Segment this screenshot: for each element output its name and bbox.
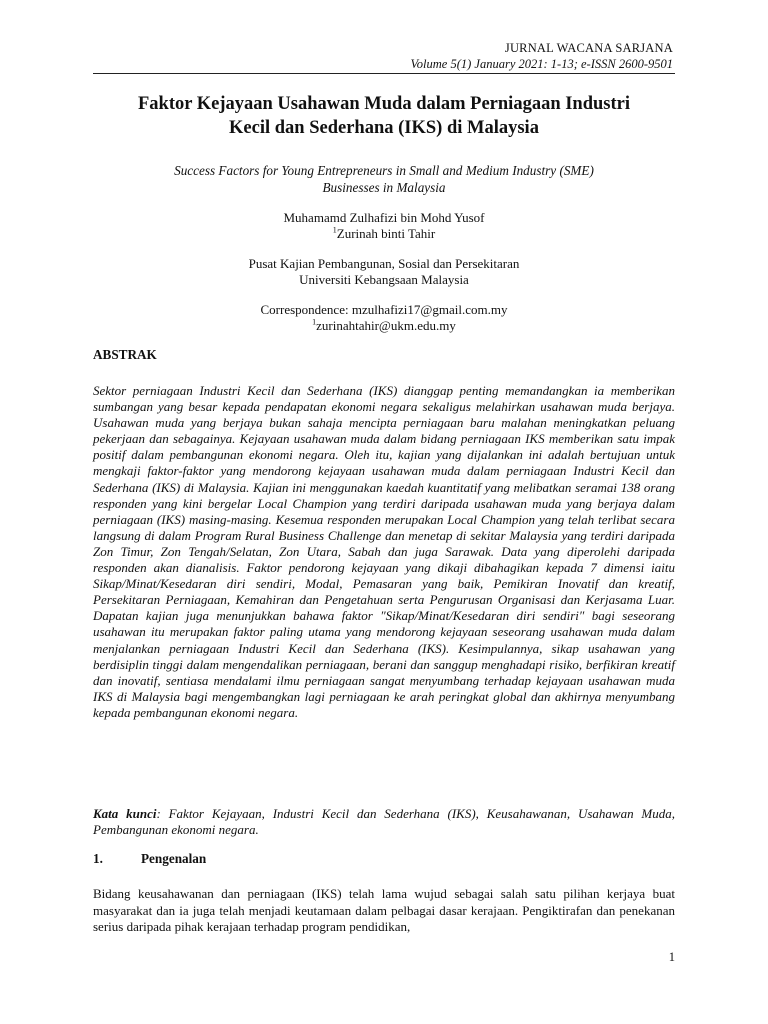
- paper-subtitle-line-1: Success Factors for Young Entrepreneurs in Small and Medium Industry (SME): [174, 163, 594, 178]
- paper-subtitle-line-2: Businesses in Malaysia: [322, 180, 446, 195]
- author-2-name: Zurinah binti Tahir: [336, 226, 436, 241]
- page-number: 1: [668, 950, 675, 964]
- keywords-text: : Faktor Kejayaan, Industri Kecil dan Sederhana (IKS), Keusahawanan, Usahawan Muda, Pembangunan ekonomi negara.: [93, 806, 675, 838]
- correspondence-email-2: [93, 318, 675, 334]
- section-title: Pengenalan: [141, 851, 207, 866]
- introduction-body: Bidang keusahawanan dan perniagaan (IKS) telah lama wujud sebagai salah satu pilihan kerjaya buat masyarakat dan ia juga telah menjadi keutamaan dalam pelbagai dasar kerajaan. Pengiktirafan dan penekanan serius daripada pihak kerajaan terhadap program pendidikan,: [93, 886, 675, 934]
- affiliation-line-2: Universiti Kebangsaan Malaysia: [299, 272, 469, 287]
- author-2: [93, 226, 675, 242]
- paper-subtitle: [110, 162, 658, 196]
- paper-title-line-2: Kecil dan Sederhana (IKS) di Malaysia: [229, 118, 539, 138]
- paper-title-line-1: Faktor Kejayaan Usahawan Muda dalam Perniagaan Industri: [137, 94, 631, 114]
- journal-name: JURNAL WACANA SARJANA: [504, 41, 673, 55]
- correspondence-superscript: 1: [312, 317, 317, 327]
- keywords-label: Kata kunci: [93, 806, 157, 821]
- running-header: [411, 40, 673, 72]
- paper-title: [93, 92, 675, 140]
- section-number: 1.: [93, 851, 103, 866]
- header-rule: [93, 73, 675, 74]
- author-2-superscript: 1: [332, 225, 337, 235]
- correspondence-email-2-text: zurinahtahir@ukm.edu.my: [316, 318, 456, 333]
- authors: [93, 210, 675, 242]
- section-heading-introduction: [93, 851, 206, 867]
- journal-volume: Volume 5(1) January 2021: 1-13; e-ISSN 2600-9501: [410, 57, 673, 71]
- affiliation: [93, 256, 675, 288]
- abstract-body: Sektor perniagaan Industri Kecil dan Sederhana (IKS) dianggap penting memandangkan ia memberikan sumbangan yang besar kepada pendapatan ekonomi negara sekaligus melahirkan usahawan muda berjaya. Usahawan muda yang berjaya bukan sahaja mencipta perniagaan baru malahan meningkatkan peluang pekerjaan dan sebagainya. Kejayaan usahawan muda dalam bidang perniagaan IKS memberikan satu impak positif dalam pembangunan ekonomi negara. Oleh itu, kajian yang dijalankan ini adalah bertujuan untuk mengkaji faktor-faktor yang mendorong kejayaan usahawan muda dalam perniagaan Industri Kecil dan Sederhana (IKS) di Malaysia. Kajian ini menggunakan kaedah kuantitatif yang melibatkan seramai 138 orang responden yang kini bergelar Local Champion yang terdiri daripada usahawan muda yang berjaya dalam perniagaan (IKS) masing-masing. Kesemua responden merupakan Local Champion yang telah terlibat secara langsung di dalam Program Rural Business Challenge dan menetap di sekitar Malaysia yang terdiri daripada Zon Timur, Zon Tengah/Selatan, Zon Utara, Sabah dan juga Sarawak. Data yang diperolehi daripada responden akan dianalisis. Faktor pendorong kejayaan yang dikaji dibahagikan kepada 7 dimensi iaitu Sikap/Minat/Kesedaran diri sendiri, Modal, Pemasaran yang baik, Pemikiran Inovatif dan kreatif, Persekitaran Perniagaan, Kemahiran dan Pengetahuan serta Pengurusan Organisasi dan Kerjasama Luar. Dapatan kajian juga menunjukkan bahawa faktor ″Sikap/Minat/Kesedaran diri sendiri″ bagi seseorang usahawan itu merupakan faktor paling utama yang mendorong kejayaan seseorang usahawan muda dalam menjalankan perniagaan Industri Kecil dan Sederhana (IKS). Kesimpulannya, sikap usahawan yang berdisiplin tinggi dalam mengendalikan perniagaan, berani dan sanggup menghadapi risiko, berfikiran kreatif dan inovatif, sentiasa mendalami ilmu perniagaan sangat menyumbang terhadap kejayaan usahawan muda IKS di Malaysia bagi mengembangkan lagi perniagaan ke arah peringkat global dan akhirnya menyumbang kepada pembangunan ekonomi negara.: [93, 383, 675, 720]
- correspondence: [93, 302, 675, 334]
- author-1: Muhamamd Zulhafizi bin Mohd Yusof: [283, 210, 485, 225]
- abstract-heading: ABSTRAK: [93, 347, 157, 362]
- correspondence-email-1: Correspondence: mzulhafizi17@gmail.com.my: [260, 302, 508, 317]
- affiliation-line-1: Pusat Kajian Pembangunan, Sosial dan Persekitaran: [248, 256, 520, 271]
- keywords: [93, 806, 675, 838]
